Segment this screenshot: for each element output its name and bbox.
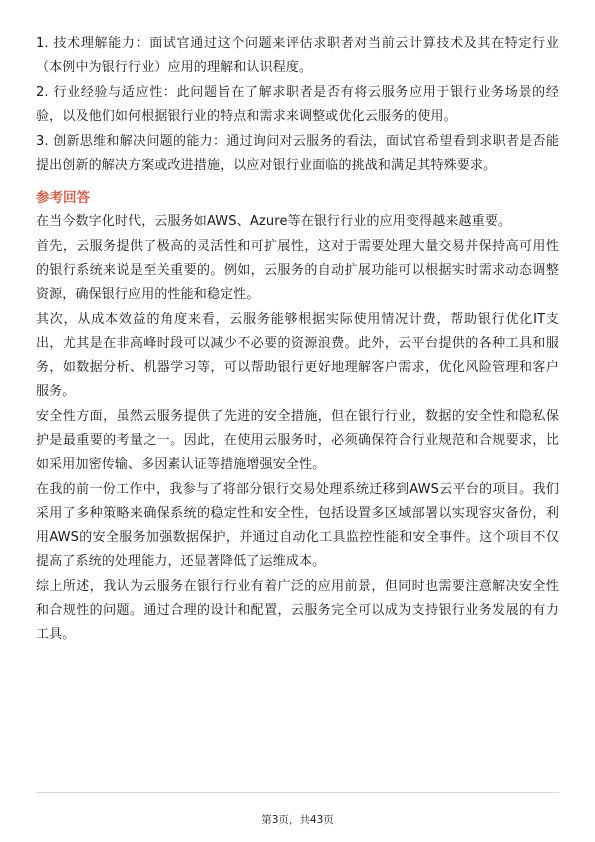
answer-intro: 在当今数字化时代，云服务如AWS、Azure等在银行行业的应用变得越来越重要。 (36, 214, 512, 229)
answer-experience: 在我的前一份工作中，我参与了将部分银行交易处理系统迁移到AWS云平台的项目。我们采用了多种策略来确保系统的稳定性和安全性，包括设置多区域部署以实现容灾备份，利用AWS的安全服务加强数据保护，并通过自动化工具监控性能和安全事件。这个项目不仅提高了系统的处理能力，还显著降低了运维成本。 (36, 482, 559, 569)
page-number: 第3页，共43页 (261, 814, 334, 826)
point-industry-experience: 2. 行业经验与适应性：此问题旨在了解求职者是否有将云服务应用于银行业务场景的经验，以及他们如何根据银行业的特点和需求来调整或优化云服务的使用。 (36, 85, 559, 124)
answer-heading: 参考回答 (36, 190, 90, 206)
page-content (36, 32, 559, 648)
answer-flexibility: 首先，云服务提供了极高的灵活性和可扩展性，这对于需要处理大量交易并保持高可用性的银行系统来说是至关重要的。例如，云服务的自动扩展功能可以根据实时需求动态调整资源，确保银行应用的性能和稳定性。 (36, 239, 559, 302)
footer-divider (36, 792, 559, 793)
answer-cost-efficiency: 其次，从成本效益的角度来看，云服务能够根据实际使用情况计费，帮助银行优化IT支出，尤其是在非高峰时段可以减少不必要的资源浪费。此外，云平台提供的各种工具和服务，如数据分析、机器学习等，可以帮助银行更好地理解客户需求，优化风险管理和客户服务。 (36, 312, 559, 399)
answer-conclusion: 综上所述，我认为云服务在银行行业有着广泛的应用前景，但同时也需要注意解决安全性和合规性的问题。通过合理的设计和配置，云服务完全可以成为支持银行业务发展的有力工具。 (36, 579, 559, 642)
point-technical-understanding: 1. 技术理解能力：面试官通过这个问题来评估求职者对当前云计算技术及其在特定行业（本例中为银行行业）应用的理解和认识程度。 (36, 36, 559, 75)
point-innovative-thinking: 3. 创新思维和解决问题的能力：通过询问对云服务的看法，面试官希望看到求职者是否能提出创新的解决方案或改进措施，以应对银行业面临的挑战和满足其特殊要求。 (36, 134, 559, 173)
answer-security: 安全性方面，虽然云服务提供了先进的安全措施，但在银行行业，数据的安全性和隐私保护是最重要的考量之一。因此，在使用云服务时，必须确保符合行业规范和合规要求，比如采用加密传输、多因素认证等措施增强安全性。 (36, 409, 559, 472)
